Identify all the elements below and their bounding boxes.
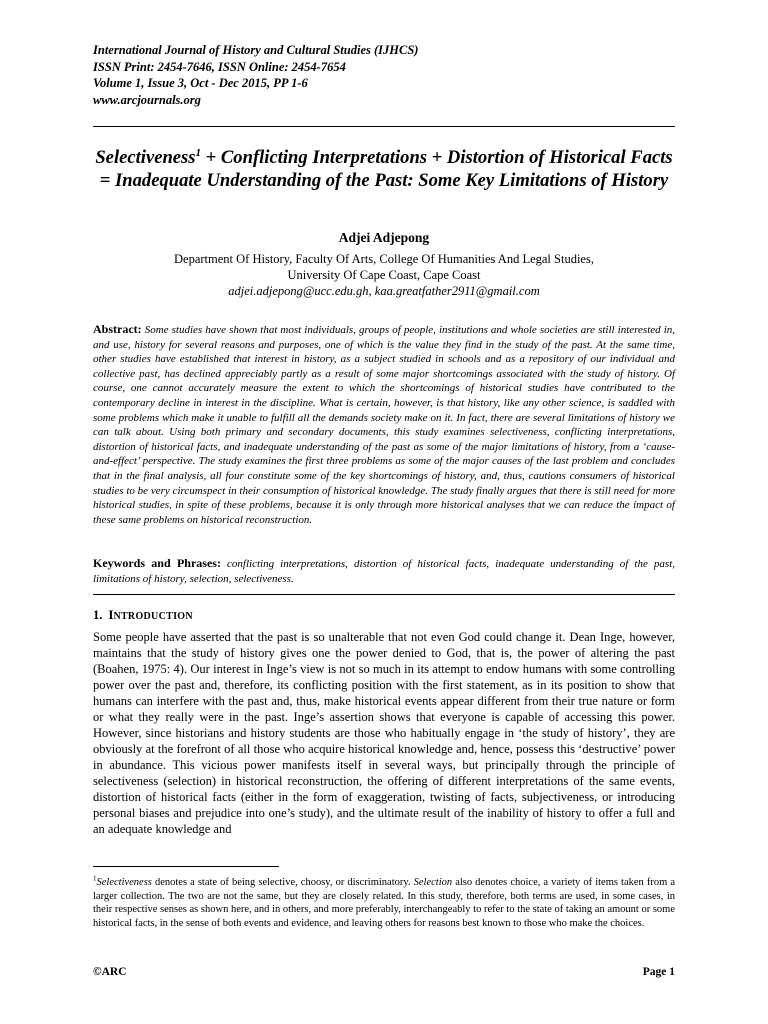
footnote-text-1: denotes a state of being selective, choosy, or discriminatory. [151,877,414,888]
footer-page-number: Page 1 [642,966,675,978]
abstract-label: Abstract: [93,322,142,336]
author-affiliation [93,251,675,299]
footnote-text-2: also denotes choice, a variety of items taken from a larger collection. The two are not the same, but they are closely related. In this study, therefore, both terms are used, in some cases, in their respective senses as shown here, and in others, and more preferably, interchangeably to refer to the state of taking an amount or some historical facts, in the sense of both events and evidence, and leaving others for reasons best known to those who make the choices. [93,877,675,929]
title-part-1: Selectiveness [95,147,196,168]
paper-title [93,146,675,192]
title-footnote-mark[interactable]: 1 [195,146,202,159]
journal-header [93,42,693,108]
journal-name: International Journal of History and Cultural Studies (IJHCS) [93,43,419,57]
journal-issn: ISSN Print: 2454-7646, ISSN Online: 2454-7654 [93,59,346,74]
journal-website: www.arcjournals.org [93,92,201,107]
section-heading-introduction [93,607,675,625]
footer-copyright: ©ARC [93,966,127,978]
footnote-term-selectiveness: Selectiveness [96,877,152,888]
abstract-text: Some studies have shown that most individuals, groups of people, institutions and whole societies are still interested in, and use, history for several reasons and purposes, one of which is the value they find in the study of the past. At the same time, other studies have established that interest in history, as a subject studied in schools and as a repository of our individual and collective past, has declined appreciably partly as a result of some major shortcomings associated with the study of history. Of course, one cannot accurately measure the extent to which the shortcomings of historical studies have contributed to the contemporary decline in interest in the discipline. What is certain, however, is that history, like any other science, is saddled with some problems which make it unable to fulfill all the demands society make on it. In fact, there are several limitations of history we can talk about. Using both primary and secondary documents, this study examines selectiveness, conflicting interpretations, distortion of historical facts, and inadequate understanding of the past as some of the major limitations of history, from a ‘cause-and-effect’ perspective. The study examines the first three problems as some of the major causes of the last problem and concludes that in the final analysis, all four constitute some of the key shortcomings of history, and, thus, cautions consumers of historical studies to be very circumspect in their consumption of historical knowledge. The study finally argues that there is still need for more historical studies, in spite of these problems, because it is only through more historical analyses that we can reduce the impact of these same problems on historical reconstruction. [93,324,676,526]
author-emails[interactable]: adjei.adjepong@ucc.edu.gh, kaa.greatfather2911@gmail.com [228,284,540,298]
introduction-paragraph: Some people have asserted that the past is so unalterable that not even God could change it. Dean Inge, however, maintains that the study of history gives one the power denied to God, that is, the power of altering the past (Boahen, 1975: 4). Our interest in Inge’s view is not so much in its attempt to endow humans with some controlling power over the past and, therefore, its conflicting position with the first statement, as in its position to show that humans can interfere with the past and, thus, make historical events appear different from their true nature or form or what they really were in the past. Inge’s assertion shows that everyone is capable of accessing this power. However, since historians and history students are those who habitually engage in ‘the study of history’, they are obviously at the forefront of all those who acquire historical knowledge and, hence, possess this ‘destructive’ power in abundance. This vicious power manifests itself in several ways, but principally through the principle of selectiveness (selection) in historical reconstruction, the offering of different interpretations of the same events, distortion of historical facts (either in the form of exaggeration, twisting of facts, subjectiveness, or introducing personal biases and prejudice into one’s study), and the ultimate result of the inability of history to offer a full and an adequate knowledge and [93,630,675,836]
footnote-mark: 1 [93,874,97,883]
abstract [93,322,675,527]
author-name: Adjei Adjepong [338,230,430,245]
affiliation-line-2: University Of Cape Coast, Cape Coast [287,268,481,282]
footnote-divider [93,866,279,867]
title-part-2: + Conflicting Interpretations + Distortion of Historical Facts = Inadequate Understanding of the Past: Some Key Limitations of History [99,147,673,191]
keywords-text: conflicting interpretations, distortion of historical facts, inadequate understanding of the past, limitations of history, selection, selectiveness. [93,558,676,585]
header-divider [93,126,675,127]
keywords [93,556,675,586]
keywords-label: Keywords and Phrases: [93,556,221,570]
section-number: 1. [93,608,103,622]
journal-volume: Volume 1, Issue 3, Oct - Dec 2015, PP 1-6 [93,76,308,90]
section-title-initial: I [108,607,114,622]
affiliation-line-1: Department Of History, Faculty Of Arts, College Of Humanities And Legal Studies, [174,252,594,266]
footnote-term-selection: Selection [413,877,453,888]
footnote [93,876,675,930]
section-title-rest: NTRODUCTION [113,611,193,622]
section-divider [93,594,675,595]
